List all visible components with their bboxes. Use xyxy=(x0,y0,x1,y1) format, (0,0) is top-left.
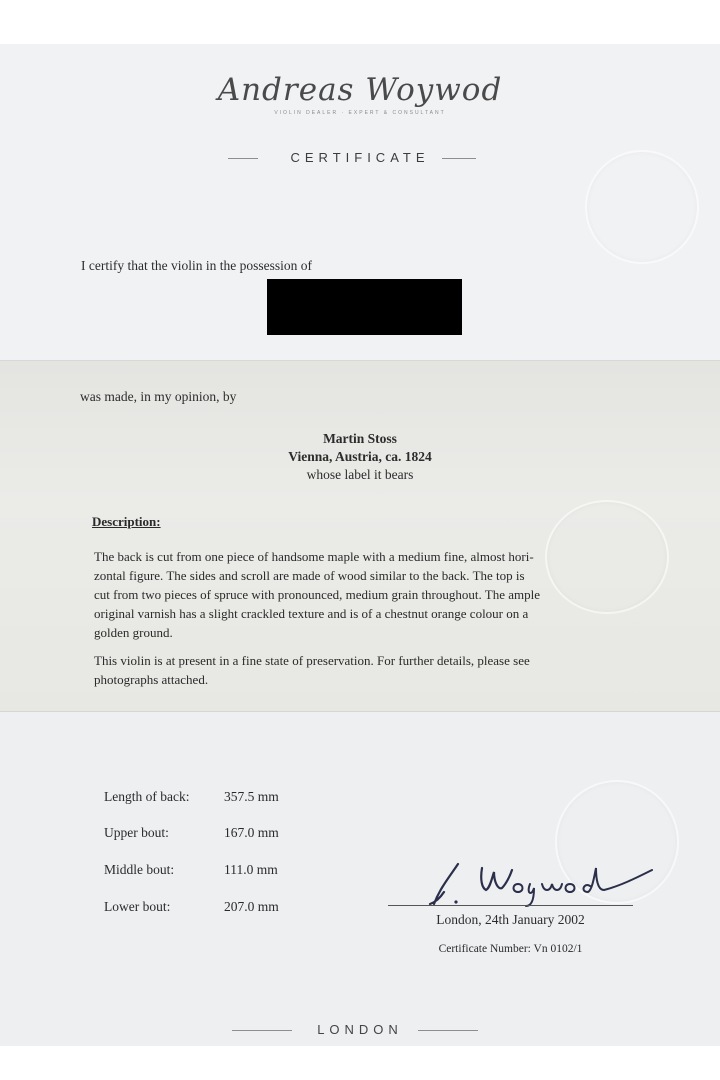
footer-city: LONDON xyxy=(317,1022,403,1037)
certificate-title: CERTIFICATE xyxy=(290,150,430,165)
opinion-statement: was made, in my opinion, by xyxy=(80,389,237,404)
handwritten-signature xyxy=(420,858,660,908)
measurement-value: 207.0 mm xyxy=(224,899,279,914)
letterhead-logo: Andreas Woywod xyxy=(217,72,503,108)
maker-place-date: Vienna, Austria, ca. 1824 xyxy=(288,449,432,464)
description-paragraph-2 xyxy=(94,651,634,689)
measurement-value: 167.0 mm xyxy=(224,825,279,840)
measurement-value: 357.5 mm xyxy=(224,789,279,804)
embossed-seal xyxy=(585,150,699,264)
description-line: cut from two pieces of spruce with pronounced, medium grain throughout. The ample xyxy=(94,587,540,602)
certify-statement: I certify that the violin in the possession of xyxy=(81,258,312,273)
measurement-label: Upper bout: xyxy=(104,825,169,840)
description-line: This violin is at present in a fine state of preservation. For further details, please see xyxy=(94,653,530,668)
signature-place-date: London, 24th January 2002 xyxy=(436,912,585,927)
title-rule-right xyxy=(442,158,476,159)
footer-rule-right xyxy=(418,1030,478,1031)
description-line: original varnish has a slight crackled texture and is of a chestnut orange colour on a xyxy=(94,606,529,621)
letterhead-tagline: VIOLIN DEALER · EXPERT & CONSULTANT xyxy=(274,110,446,116)
description-heading: Description: xyxy=(92,514,161,529)
signature-line xyxy=(388,905,633,906)
description-paragraph-1 xyxy=(94,547,634,642)
measurement-label: Middle bout: xyxy=(104,862,175,877)
description-line: zontal figure. The sides and scroll are made of wood similar to the back. The top is xyxy=(94,568,525,583)
measurement-label: Lower bout: xyxy=(104,899,171,914)
maker-name: Martin Stoss xyxy=(323,431,397,446)
description-line: golden ground. xyxy=(94,625,173,640)
redacted-owner-name xyxy=(267,279,462,335)
measurement-value: 111.0 mm xyxy=(224,862,278,877)
certificate-number: Certificate Number: Vn 0102/1 xyxy=(438,943,583,955)
measurement-label: Length of back: xyxy=(104,789,190,804)
description-line: photographs attached. xyxy=(94,672,209,687)
maker-label-note: whose label it bears xyxy=(306,467,414,482)
description-line: The back is cut from one piece of handsome maple with a medium fine, almost hori- xyxy=(94,549,534,564)
